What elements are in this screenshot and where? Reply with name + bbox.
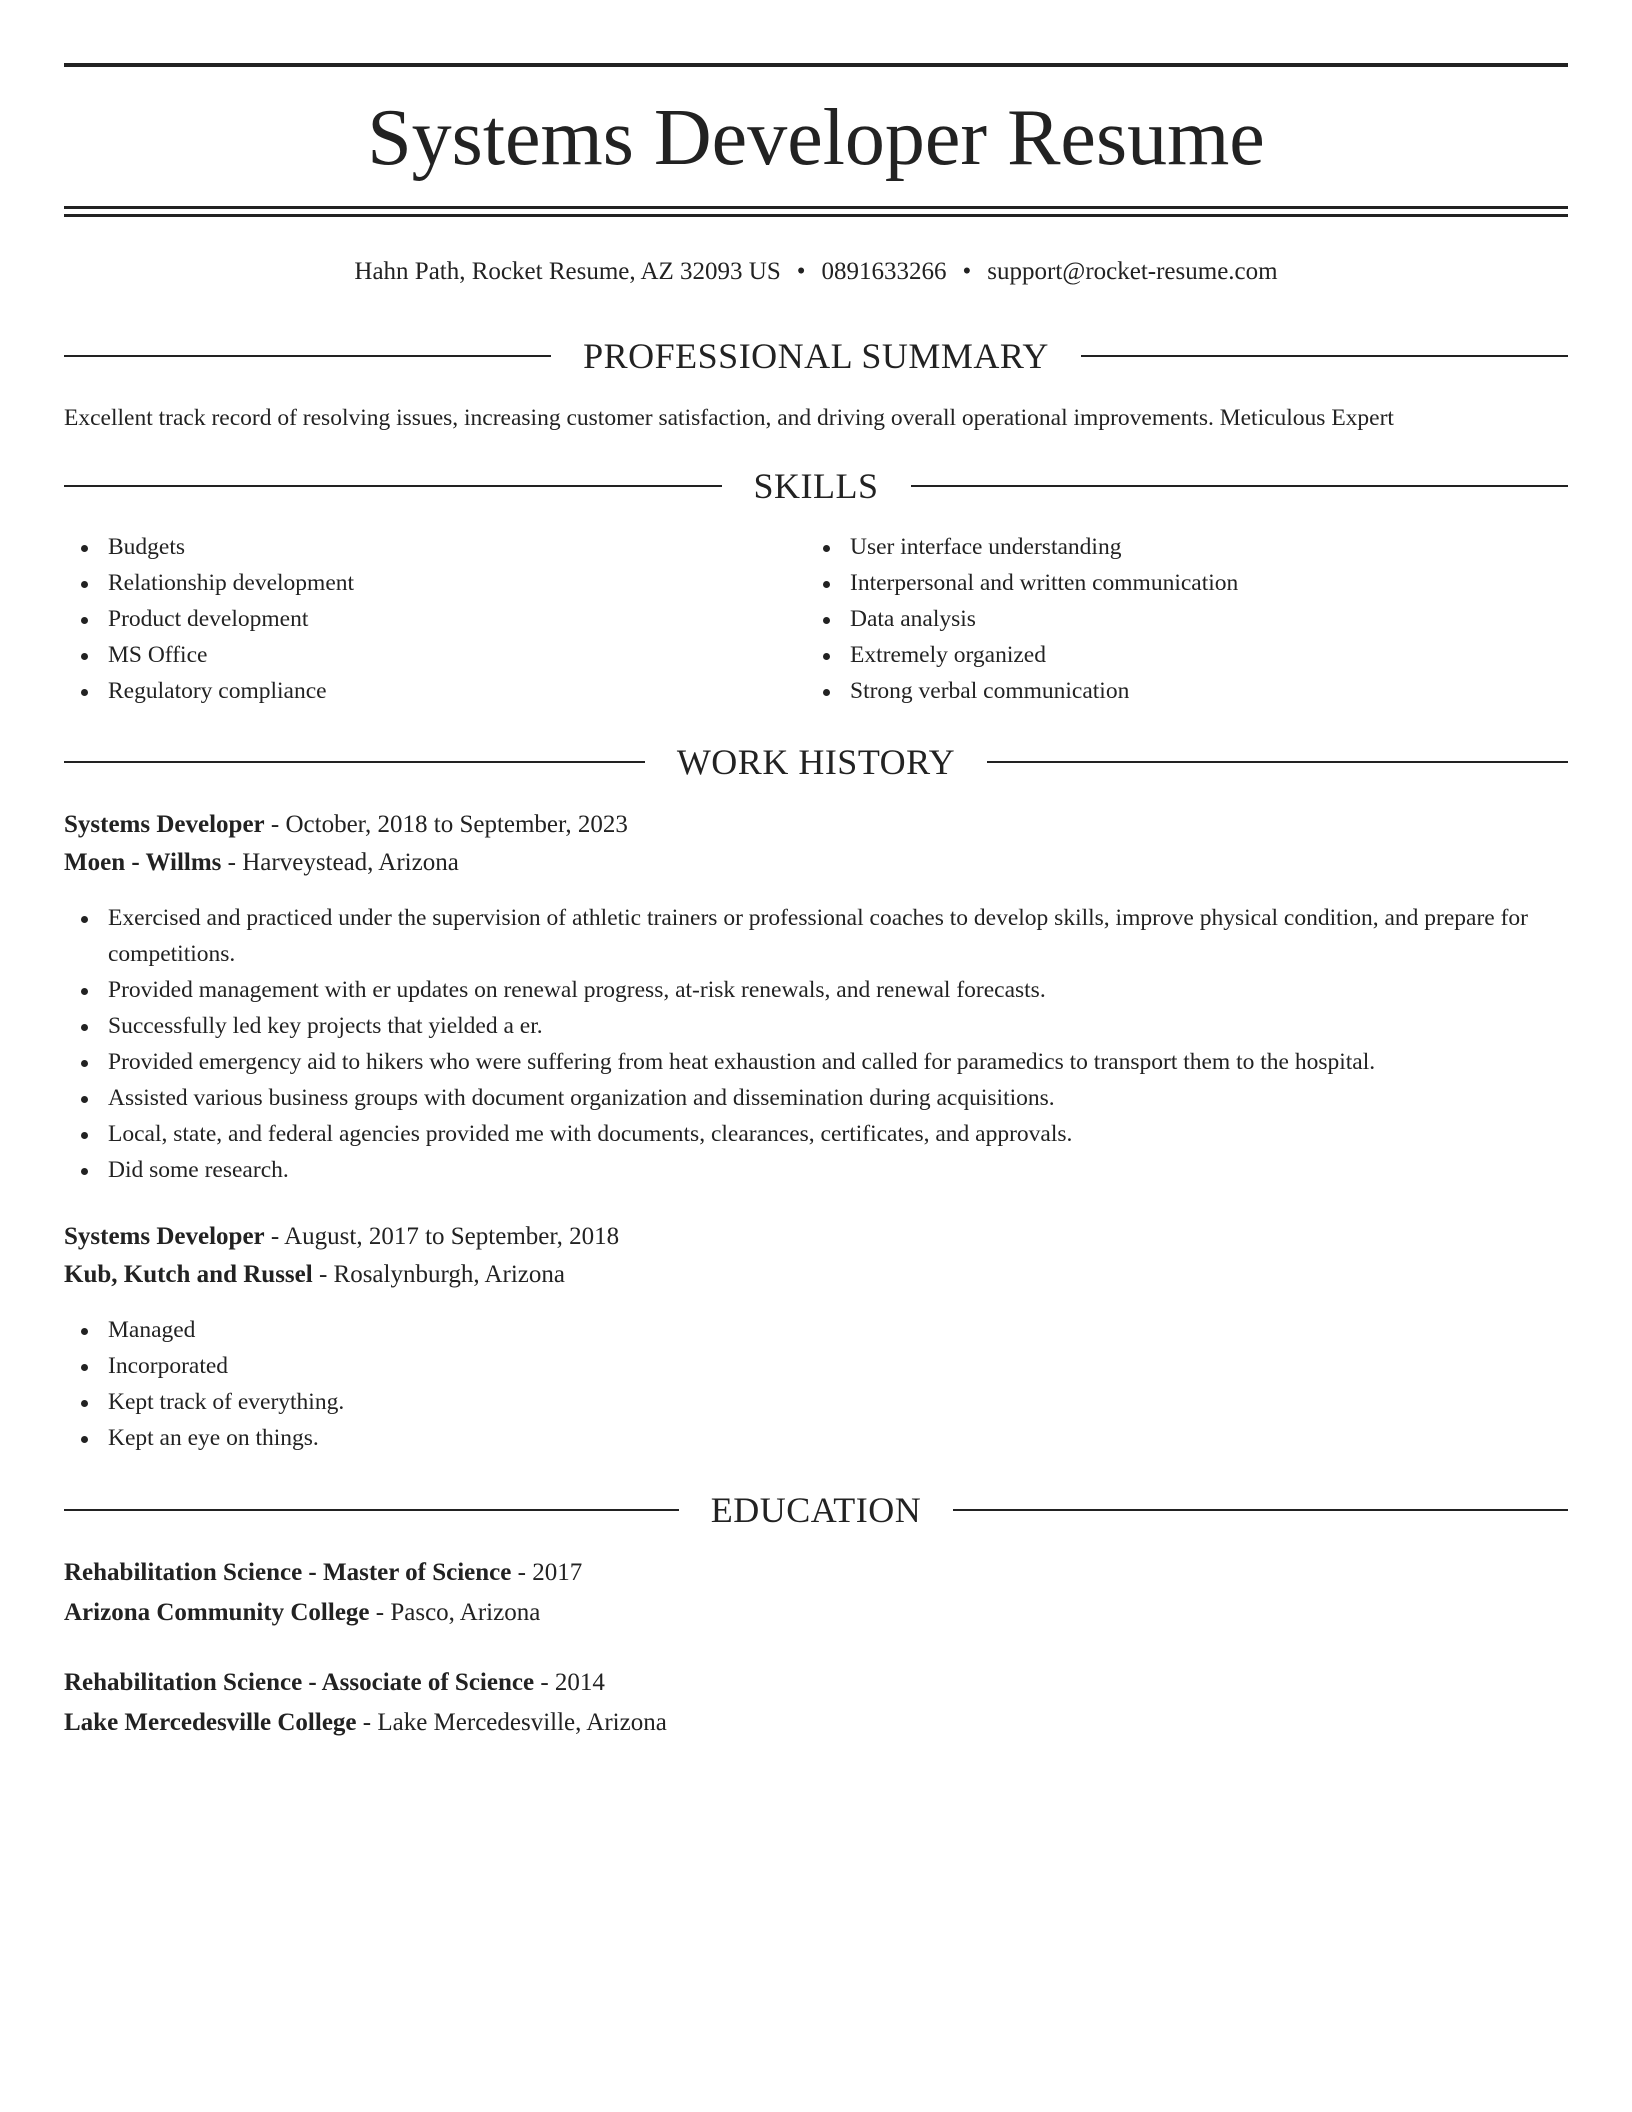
job-bullet: Provided emergency aid to hikers who were suffering from heat exhaustion and called for paramedics to transport them to the hospital. xyxy=(64,1044,1534,1080)
job-bullet: Assisted various business groups with document organization and dissemination during acquisitions. xyxy=(64,1080,1534,1116)
skill-item: User interface understanding xyxy=(806,529,1506,565)
education-school: Arizona Community College xyxy=(64,1599,370,1626)
education-degree-line xyxy=(64,1664,1568,1702)
job-bullet: Did some research. xyxy=(64,1152,1534,1188)
contact-line xyxy=(64,254,1568,290)
education-school-line xyxy=(64,1704,1568,1742)
section-title: WORK HISTORY xyxy=(676,742,956,782)
education-school-line xyxy=(64,1594,1568,1632)
job-bullet: Local, state, and federal agencies provided me with documents, clearances, certificates, and approvals. xyxy=(64,1116,1534,1152)
contact-address: Hahn Path, Rocket Resume, AZ 32093 US xyxy=(354,258,781,285)
resume-title: Systems Developer Resume xyxy=(367,94,1265,182)
skill-item: Extremely organized xyxy=(806,637,1506,673)
contact-separator: • xyxy=(796,258,806,285)
education-location: - Pasco, Arizona xyxy=(369,1599,541,1626)
section-heading-work-history xyxy=(64,737,1568,787)
section-title: SKILLS xyxy=(753,466,879,506)
job-company: Kub, Kutch and Russel xyxy=(64,1261,313,1288)
skills-list-left xyxy=(64,529,764,709)
job-bullet: Kept track of everything. xyxy=(64,1384,1534,1420)
skill-item: Product development xyxy=(64,601,764,637)
job-location: - Harveystead, Arizona xyxy=(221,849,459,876)
section-heading-education xyxy=(64,1485,1568,1535)
title-double-rule-upper xyxy=(64,206,1568,209)
job-bullet: Managed xyxy=(64,1312,1534,1348)
title-double-rule-lower xyxy=(64,214,1568,217)
education-year: - 2014 xyxy=(534,1669,605,1696)
job-company-line xyxy=(64,1256,1568,1294)
job-bullet: Exercised and practiced under the supervision of athletic trainers or professional coaches to develop skills, improve physical condition, and prepare for competitions. xyxy=(64,900,1534,972)
job-dates: - August, 2017 to September, 2018 xyxy=(264,1223,620,1250)
skill-item: Regulatory compliance xyxy=(64,673,764,709)
job-title: Systems Developer xyxy=(64,811,265,838)
job-company-line xyxy=(64,844,1568,882)
skill-item: Relationship development xyxy=(64,565,764,601)
job-bullets xyxy=(64,1312,1534,1456)
section-title: EDUCATION xyxy=(710,1490,922,1530)
contact-phone: 0891633266 xyxy=(821,258,947,285)
section-heading-skills xyxy=(64,461,1568,511)
skill-item: Strong verbal communication xyxy=(806,673,1506,709)
heading-rule xyxy=(987,761,1568,763)
job-title: Systems Developer xyxy=(64,1223,265,1250)
job-dates: - October, 2018 to September, 2023 xyxy=(264,811,628,838)
education-degree: Rehabilitation Science - Master of Science xyxy=(64,1559,512,1586)
heading-rule xyxy=(1081,355,1568,357)
heading-rule xyxy=(64,485,722,487)
skill-item: Data analysis xyxy=(806,601,1506,637)
skill-item: Interpersonal and written communication xyxy=(806,565,1506,601)
job-bullet: Kept an eye on things. xyxy=(64,1420,1534,1456)
job-bullets xyxy=(64,900,1534,1188)
skill-item: Budgets xyxy=(64,529,764,565)
education-school: Lake Mercedesville College xyxy=(64,1709,357,1736)
heading-rule xyxy=(953,1509,1568,1511)
summary-text: Excellent track record of resolving issues, increasing customer satisfaction, and driving overall operational improvements. Meticulous Expert xyxy=(64,405,1394,431)
job-bullet: Successfully led key projects that yielded a er. xyxy=(64,1008,1534,1044)
heading-rule xyxy=(64,761,645,763)
job-company: Moen - Willms xyxy=(64,849,222,876)
job-bullet: Incorporated xyxy=(64,1348,1534,1384)
skill-item: MS Office xyxy=(64,637,764,673)
section-heading-summary xyxy=(64,331,1568,381)
education-degree-line xyxy=(64,1554,1568,1592)
contact-separator: • xyxy=(962,258,972,285)
job-title-line xyxy=(64,806,1568,844)
education-location: - Lake Mercedesville, Arizona xyxy=(356,1709,667,1736)
education-year: - 2017 xyxy=(511,1559,583,1586)
job-title-line xyxy=(64,1218,1568,1256)
top-rule xyxy=(64,63,1568,67)
education-degree: Rehabilitation Science - Associate of Science xyxy=(64,1669,535,1696)
job-bullet: Provided management with er updates on renewal progress, at-risk renewals, and renewal forecasts. xyxy=(64,972,1534,1008)
job-location: - Rosalynburgh, Arizona xyxy=(312,1261,565,1288)
contact-email[interactable]: support@rocket-resume.com xyxy=(987,258,1278,285)
heading-rule xyxy=(64,1509,679,1511)
heading-rule xyxy=(64,355,551,357)
section-title: PROFESSIONAL SUMMARY xyxy=(583,336,1049,376)
skills-list-right xyxy=(806,529,1506,709)
heading-rule xyxy=(911,485,1569,487)
